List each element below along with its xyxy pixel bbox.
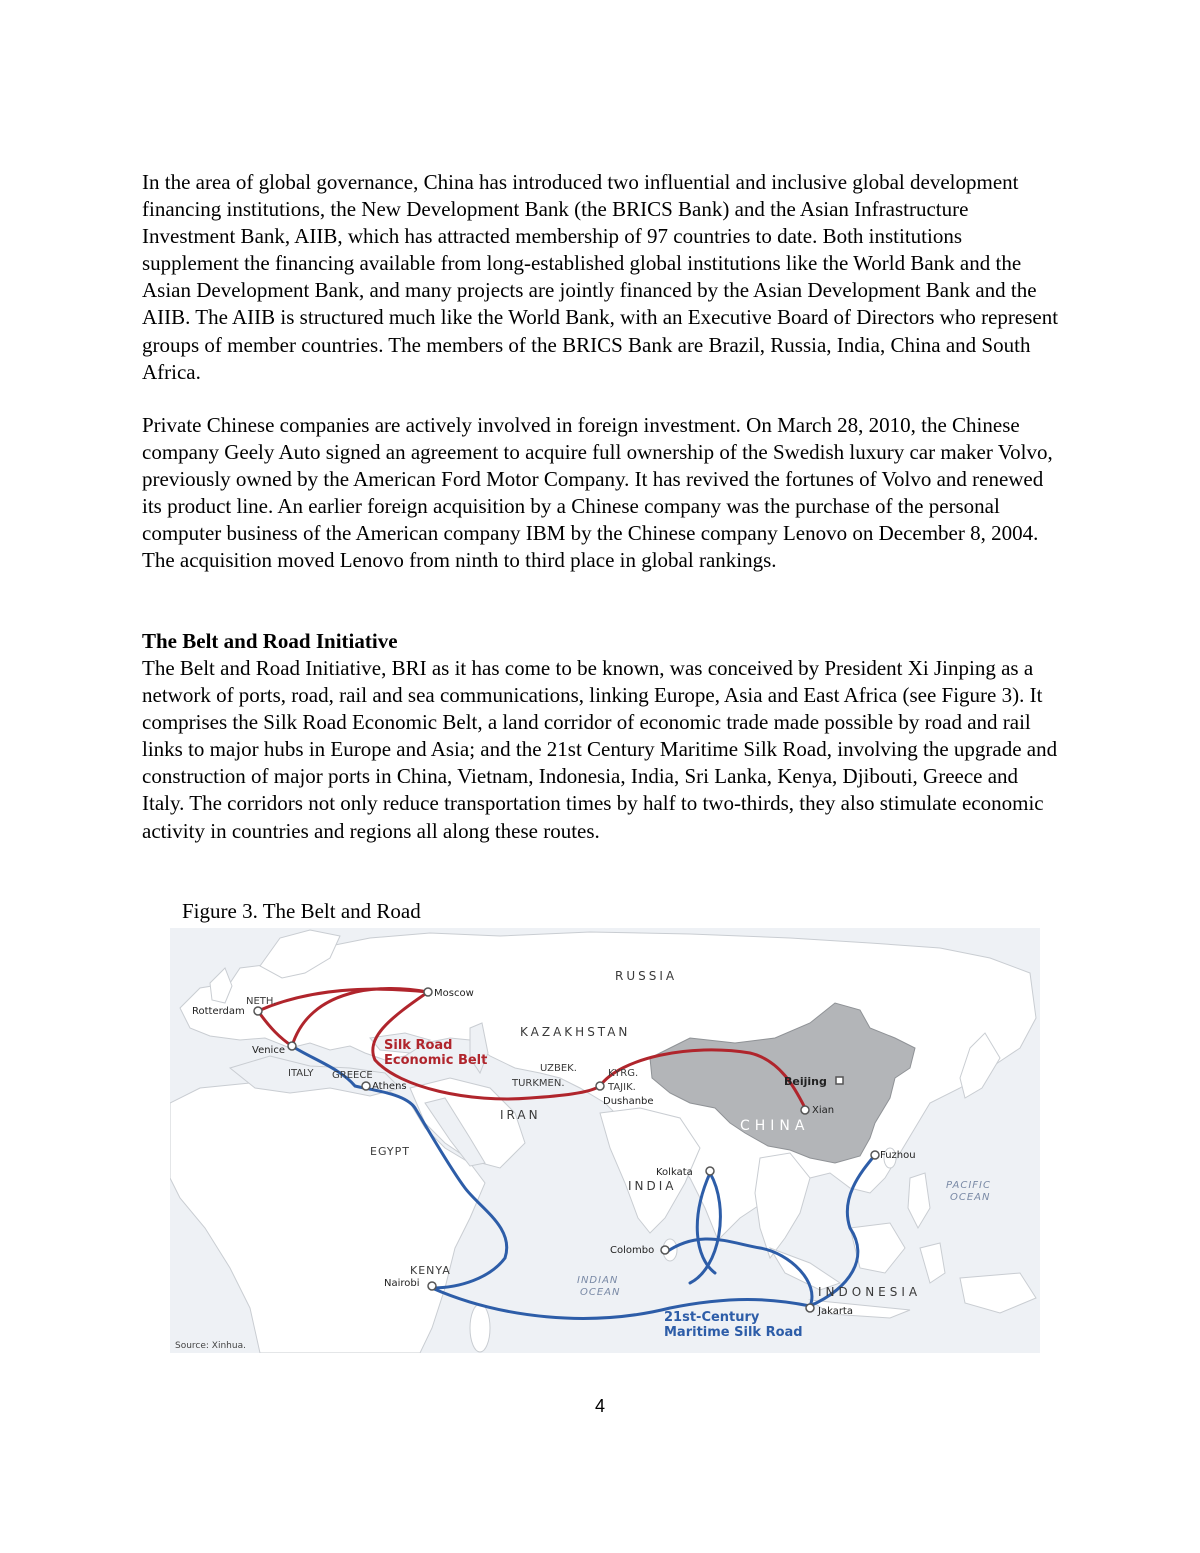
label-kyrg: KYRG. <box>608 1068 639 1079</box>
label-jakarta: Jakarta <box>818 1306 853 1317</box>
kolkata-marker <box>706 1167 714 1175</box>
label-colombo: Colombo <box>610 1245 655 1256</box>
label-maritime-line-2: Maritime Silk Road <box>664 1325 803 1340</box>
label-belt-line-2: Economic Belt <box>384 1053 488 1068</box>
label-neth: NETH. <box>246 996 277 1007</box>
label-kolkata: Kolkata <box>656 1167 693 1178</box>
label-greece: GREECE <box>332 1070 373 1081</box>
label-indonesia: INDONESIA <box>818 1285 922 1299</box>
label-xian: Xian <box>812 1105 835 1116</box>
label-belt-line-1: Silk Road <box>384 1038 453 1053</box>
section-heading: The Belt and Road Initiative <box>142 629 398 653</box>
label-fuzhou: Fuzhou <box>880 1150 916 1161</box>
label-tajik: TAJIK. <box>608 1082 636 1093</box>
label-beijing: Beijing <box>784 1075 827 1088</box>
label-pacific-1: PACIFIC <box>946 1180 991 1191</box>
paragraph-global-governance: In the area of global governance, China has introduced two influential and inclusive global development financing institutions, the New Development Bank (the BRICS Bank) and the Asian Infrastructure Investment Bank, AIIB, which has attracted membership of 97 countries to date. Both institutions supplement the financing available from long-established global institutions like the World Bank and the Asian Development Bank, and many projects are jointly financed by the Asian Development Bank and the AIIB. The AIIB is structured much like the World Bank, with an Executive Board of Directors who represent groups of member countries. The members of the BRICS Bank are Brazil, Russia, India, China and South Africa. <box>142 170 1059 384</box>
label-italy: ITALY <box>288 1068 314 1079</box>
label-egypt: EGYPT <box>370 1145 410 1158</box>
label-uzbek: UZBEK. <box>540 1063 577 1074</box>
label-maritime-line-1: 21st-Century <box>664 1310 760 1325</box>
nairobi-marker <box>428 1282 436 1290</box>
jakarta-marker <box>806 1304 814 1312</box>
rotterdam-marker <box>254 1007 262 1015</box>
athens-marker <box>362 1082 370 1090</box>
label-turkmen: TURKMEN. <box>512 1078 565 1089</box>
label-kenya: KENYA <box>410 1264 451 1277</box>
madagascar-land <box>470 1304 490 1352</box>
label-nairobi: Nairobi <box>384 1278 420 1289</box>
venice-marker <box>288 1042 296 1050</box>
label-venice: Venice <box>252 1045 285 1056</box>
label-moscow: Moscow <box>434 988 474 999</box>
label-rotterdam: Rotterdam <box>192 1006 245 1017</box>
label-kazakhstan: KAZAKHSTAN <box>520 1025 631 1039</box>
label-china: CHINA <box>740 1118 810 1134</box>
belt-and-road-map <box>170 928 1040 1353</box>
beijing-marker <box>836 1077 843 1084</box>
label-indian-1: INDIAN <box>577 1275 619 1286</box>
map-svg <box>170 928 1040 1353</box>
map-source: Source: Xinhua. <box>175 1341 246 1351</box>
label-russia: RUSSIA <box>615 969 678 983</box>
fuzhou-marker <box>871 1151 879 1159</box>
label-pacific-2: OCEAN <box>950 1192 991 1203</box>
label-iran: IRAN <box>500 1108 541 1122</box>
paragraph-bri: The Belt and Road Initiative, BRI as it has come to be known, was conceived by President Xi Jinping as a network of ports, road, rail and sea communications, linking Europe, Asia and East Africa (see Figure 3). It comprises the Silk Road Economic Belt, a land corridor of economic trade made possible by road and rail links to major hubs in Europe and Asia; and the 21st Century Maritime Silk Road, involving the upgrade and construction of major ports in China, Vietnam, Indonesia, India, Sri Lanka, Kenya, Djibouti, Greece and Italy. The corridors not only reduce transportation times by half to two-thirds, they also stimulate economic activity in countries and regions all along these routes. <box>142 656 1058 843</box>
label-indian-2: OCEAN <box>580 1287 621 1298</box>
label-india: INDIA <box>628 1179 677 1193</box>
colombo-marker <box>661 1246 669 1254</box>
dushanbe-marker <box>596 1082 604 1090</box>
page-number: 4 <box>594 1396 605 1416</box>
label-athens: Athens <box>372 1081 407 1092</box>
paragraph-private-investment: Private Chinese companies are actively involved in foreign investment. On March 28, 2010, the Chinese company Geely Auto signed an agreement to acquire full ownership of the Swedish luxury car maker Volvo, previously owned by the American Ford Motor Company. It has revived the fortunes of Volvo and renewed its product line. An earlier foreign acquisition by a Chinese company was the purchase of the personal computer business of the American company IBM by the Chinese company Lenovo on December 8, 2004. The acquisition moved Lenovo from ninth to third place in global rankings. <box>142 413 1053 573</box>
xian-marker <box>801 1106 809 1114</box>
label-dushanbe: Dushanbe <box>603 1096 654 1107</box>
figure-caption: Figure 3. The Belt and Road <box>182 899 421 923</box>
moscow-marker <box>424 988 432 996</box>
